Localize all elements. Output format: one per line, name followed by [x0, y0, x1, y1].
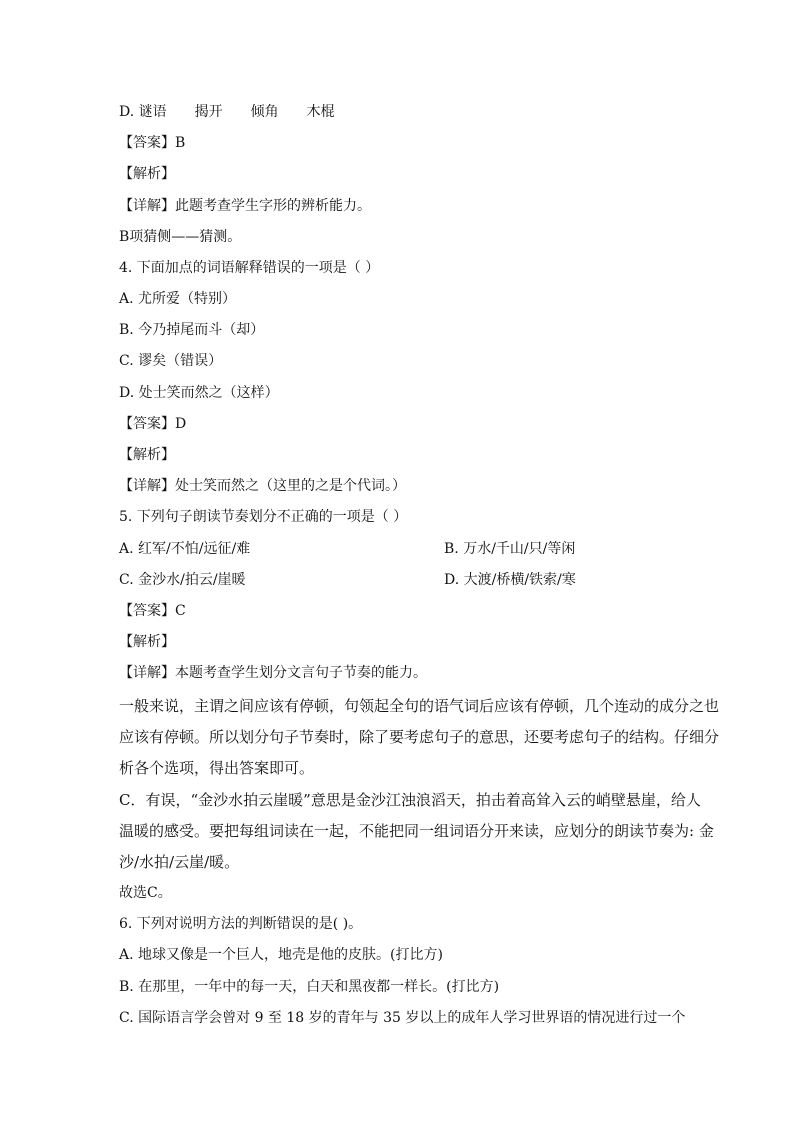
option-b: B. 今乃掉尾而斗（却）	[119, 322, 265, 338]
paragraph-line: 沙/水拍/云崖/暖。	[119, 853, 240, 871]
detail-text: 【详解】本题考查学生划分文言句子节奏的能力。	[119, 665, 427, 681]
option-b: B. 万水/千山/只/等闲	[444, 541, 576, 557]
paragraph-line: 一般来说，主谓之间应该有停顿，句领起全句的语气词后应该有停顿，几个连动的成分之也	[119, 697, 720, 715]
question-4: 4. 下面加点的词语解释错误的一项是（ ）	[119, 260, 380, 276]
answer-label: 【答案】B	[119, 135, 186, 151]
detail-text: B项猜侧——猜测。	[119, 229, 242, 245]
paragraph-line: 析各个选项，得出答案即可。	[119, 759, 315, 777]
analysis-label: 【解析】	[119, 634, 175, 650]
option-a: A. 地球又像是一个巨人，地壳是他的皮肤。(打比方)	[119, 947, 443, 963]
question-6: 6. 下列对说明方法的判断错误的是( )。	[119, 916, 363, 932]
option-d: D. 处士笑而然之（这样）	[119, 385, 279, 401]
paragraph-line: 应该有停顿。所以划分句子节奏时，除了要考虑句子的意思，还要考虑句子的结构。仔细分	[119, 728, 720, 746]
option-label: D.	[119, 104, 139, 120]
paragraph-line: C．有误，“金沙水拍云崖暖”意思是金沙江浊浪滔天，拍击着高耸入云的峭壁悬崖，给人	[119, 791, 701, 809]
word: 木棍	[306, 104, 335, 120]
detail-text: 【详解】处士笑而然之（这里的之是个代词。）	[119, 478, 406, 494]
option-a: A. 红军/不怕/远征/难	[119, 541, 251, 557]
conclusion-text: 故选C。	[119, 885, 172, 901]
option-c: C. 谬矣（错误）	[119, 353, 223, 369]
analysis-label: 【解析】	[119, 447, 175, 463]
analysis-label: 【解析】	[119, 166, 175, 182]
answer-label: 【答案】D	[119, 416, 187, 432]
word: 谜语	[138, 104, 167, 120]
question-5: 5. 下列句子朗读节奏划分不正确的一项是（ ）	[119, 509, 408, 525]
option-c: C. 国际语言学会曾对 9 至 18 岁的青年与 35 岁以上的成年人学习世界语的情况进行过一个	[119, 1010, 686, 1026]
word: 揭开	[194, 104, 223, 120]
option-c: C. 金沙水/拍云/崖暖	[119, 572, 246, 588]
paragraph-line: 温暖的感受。要把每组词读在一起，不能把同一组词语分开来读，应划分的朗读节奏为: 金	[119, 822, 714, 840]
option-d: D. 大渡/桥横/铁索/寒	[444, 572, 576, 588]
word: 倾角	[250, 104, 279, 120]
option-d-line	[119, 102, 335, 122]
option-b: B. 在那里，一年中的每一天，白天和黑夜都一样长。(打比方)	[119, 979, 500, 995]
option-a: A. 尤所爱（特别）	[119, 291, 237, 307]
answer-label: 【答案】C	[119, 603, 186, 619]
detail-text: 【详解】此题考查学生字形的辨析能力。	[119, 198, 371, 214]
